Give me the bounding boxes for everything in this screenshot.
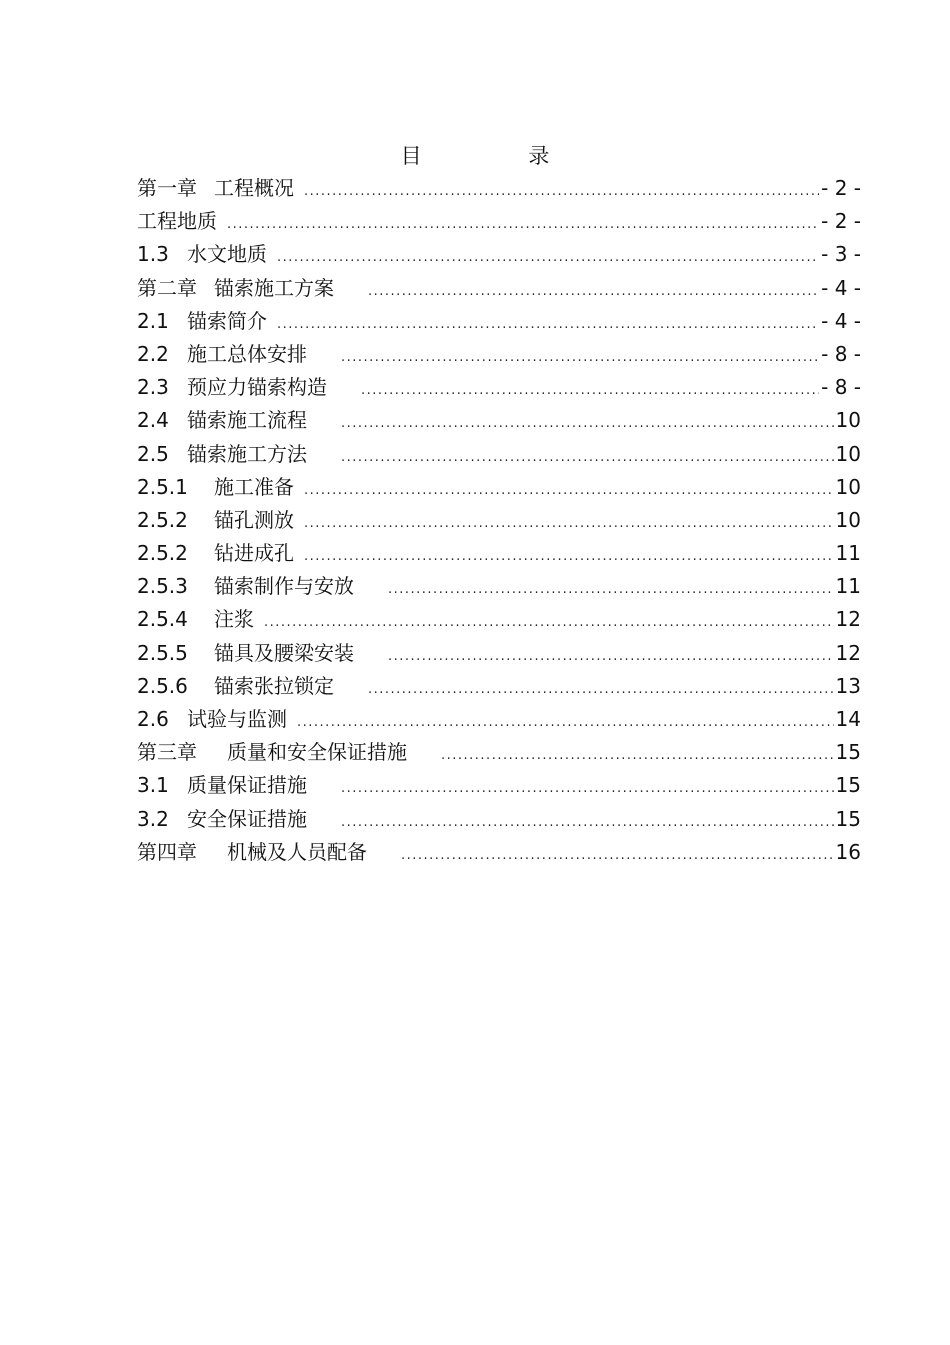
toc-leader-dots	[361, 374, 819, 404]
toc-leader-dots	[304, 175, 819, 205]
toc-entry-label: 安全保证措施	[187, 806, 307, 831]
toc-entry-label: 锚索施工方法	[187, 441, 307, 466]
toc-entry-number: 2.5.2	[137, 541, 188, 566]
toc-entry[interactable]	[137, 570, 861, 603]
toc-leader-dots	[264, 606, 834, 636]
toc-leader-dots	[341, 806, 834, 836]
toc-entry-number: 第一章	[137, 176, 197, 200]
toc-leader-dots	[304, 507, 834, 537]
toc-entry-label: 钻进成孔	[214, 541, 294, 566]
toc-entry[interactable]	[137, 371, 861, 404]
toc-entry[interactable]	[137, 305, 861, 338]
toc-entry[interactable]	[137, 272, 861, 305]
toc-entry-number: 2.5.2	[137, 507, 188, 532]
toc-entry-page: - 3 -	[821, 242, 861, 267]
toc-entry[interactable]	[137, 736, 861, 769]
toc-entry[interactable]	[137, 670, 861, 703]
toc-entry-number: 2.3	[137, 375, 169, 400]
toc-leader-dots	[277, 241, 819, 271]
toc-entry-label: 试验与监测	[187, 707, 287, 731]
toc-list	[137, 172, 861, 869]
toc-entry[interactable]	[137, 205, 861, 238]
toc-entry-label: 工程地质	[137, 209, 217, 234]
toc-entry-label: 锚索制作与安放	[214, 574, 354, 599]
toc-entry-number: 第四章	[137, 839, 197, 864]
toc-entry[interactable]	[137, 504, 861, 537]
toc-leader-dots	[297, 706, 834, 736]
toc-entry-label: 锚孔测放	[214, 507, 294, 532]
toc-entry[interactable]	[137, 769, 861, 802]
toc-entry-number: 3.2	[137, 806, 169, 831]
toc-entry-page: - 8 -	[821, 341, 861, 366]
toc-entry-number: 2.2	[137, 341, 169, 366]
toc-entry-number: 2.5	[137, 441, 169, 466]
toc-entry-label: 锚索施工流程	[187, 408, 307, 433]
toc-leader-dots	[388, 640, 834, 670]
toc-entry[interactable]	[137, 471, 861, 504]
toc-entry-label: 预应力锚索构造	[187, 375, 327, 400]
toc-entry[interactable]	[137, 438, 861, 471]
toc-entry-page: - 2 -	[821, 209, 861, 234]
toc-leader-dots	[341, 772, 834, 802]
toc-entry-page: 13	[835, 673, 861, 698]
toc-leader-dots	[368, 275, 819, 305]
toc-entry-number: 2.4	[137, 408, 169, 433]
toc-entry-page: 16	[835, 839, 861, 864]
toc-entry-page: 10	[835, 408, 861, 433]
toc-entry-page: - 2 -	[821, 176, 861, 200]
toc-entry-page: 11	[835, 574, 861, 599]
toc-leader-dots	[441, 739, 834, 769]
toc-entry-number: 第二章	[137, 275, 197, 300]
toc-entry[interactable]	[137, 238, 861, 271]
toc-entry[interactable]	[137, 404, 861, 437]
toc-entry-page: - 4 -	[821, 275, 861, 300]
toc-entry-label: 锚索张拉锁定	[214, 673, 334, 698]
toc-entry-number: 2.6	[137, 707, 169, 731]
toc-entry-page: - 4 -	[821, 308, 861, 333]
toc-entry-number: 2.5.6	[137, 673, 188, 698]
toc-leader-dots	[341, 441, 834, 471]
toc-entry-number: 2.5.4	[137, 607, 188, 632]
toc-entry-page: 10	[835, 474, 861, 499]
toc-leader-dots	[227, 208, 819, 238]
toc-entry-label: 注浆	[214, 607, 254, 632]
toc-entry[interactable]	[137, 703, 861, 736]
toc-entry-number: 第三章	[137, 740, 197, 765]
toc-entry-number: 1.3	[137, 242, 169, 267]
toc-entry-page: - 8 -	[821, 375, 861, 400]
toc-entry-label: 锚索施工方案	[214, 275, 334, 300]
toc-leader-dots	[341, 407, 834, 437]
toc-entry-number: 2.5.3	[137, 574, 188, 599]
toc-entry[interactable]	[137, 803, 861, 836]
toc-entry-page: 15	[835, 806, 861, 831]
toc-leader-dots	[304, 540, 834, 570]
toc-title: 目 录	[400, 144, 600, 168]
toc-leader-dots	[368, 673, 834, 703]
toc-entry[interactable]	[137, 537, 861, 570]
toc-entry-number: 2.5.5	[137, 640, 188, 665]
toc-entry[interactable]	[137, 172, 861, 205]
toc-entry-number: 2.5.1	[137, 474, 188, 499]
toc-entry-label: 水文地质	[187, 242, 267, 267]
toc-leader-dots	[277, 308, 819, 338]
toc-entry[interactable]	[137, 338, 861, 371]
toc-entry-label: 质量和安全保证措施	[227, 740, 407, 765]
toc-entry-page: 15	[835, 773, 861, 798]
toc-entry-label: 施工总体安排	[187, 341, 307, 366]
toc-entry-page: 12	[835, 607, 861, 632]
toc-entry-label: 施工准备	[214, 474, 294, 499]
toc-entry-page: 11	[835, 541, 861, 566]
toc-entry-number: 3.1	[137, 773, 169, 798]
toc-entry-page: 14	[835, 707, 861, 731]
toc-leader-dots	[341, 341, 819, 371]
toc-entry-label: 工程概况	[214, 176, 294, 200]
toc-entry-label: 机械及人员配备	[227, 839, 367, 864]
toc-leader-dots	[401, 839, 834, 869]
toc-leader-dots	[304, 474, 834, 504]
toc-entry-number: 2.1	[137, 308, 169, 333]
toc-leader-dots	[388, 573, 834, 603]
toc-entry[interactable]	[137, 836, 861, 869]
toc-entry-page: 12	[835, 640, 861, 665]
toc-entry-page: 10	[835, 441, 861, 466]
toc-entry-label: 锚具及腰梁安装	[214, 640, 354, 665]
toc-entry[interactable]	[137, 603, 861, 636]
toc-entry-label: 锚索简介	[187, 308, 267, 333]
toc-entry-page: 10	[835, 507, 861, 532]
toc-entry-label: 质量保证措施	[187, 773, 307, 798]
toc-entry[interactable]	[137, 637, 861, 670]
toc-entry-page: 15	[835, 740, 861, 765]
